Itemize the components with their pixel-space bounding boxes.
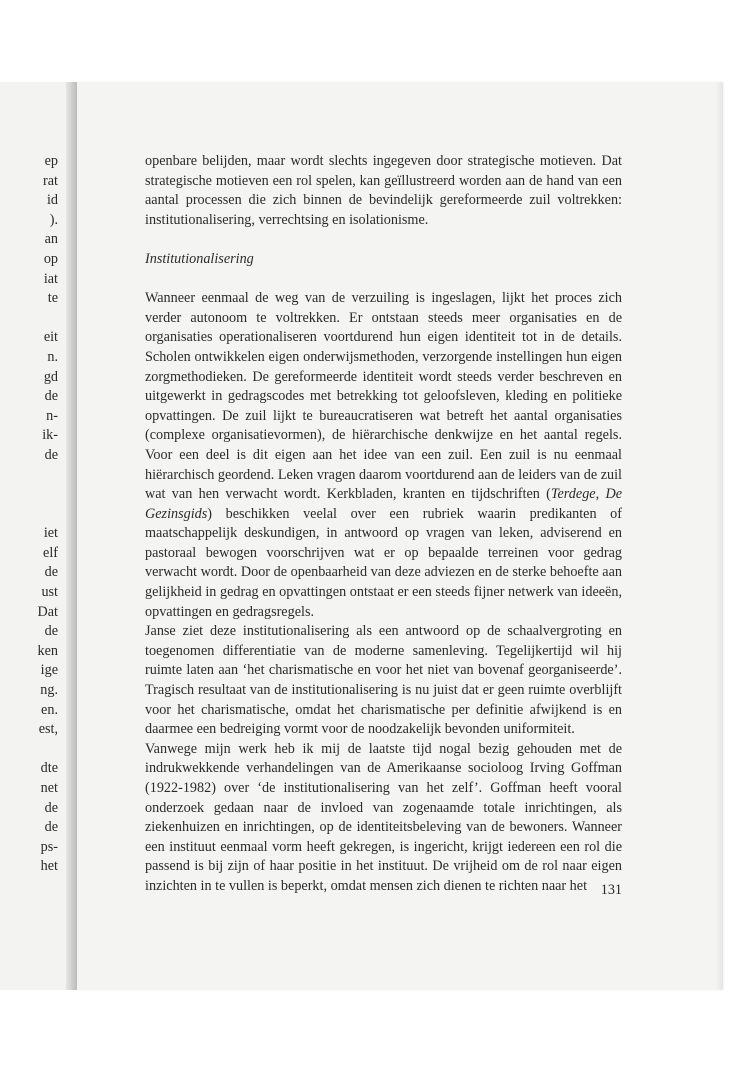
paragraph-institutionalisation [145,289,622,622]
previous-page-fragment: ken [37,642,58,659]
previous-page-fragment: ep [44,153,58,169]
previous-page-fragment: elf [43,544,58,561]
page-number: 131 [600,882,622,898]
previous-page-fragment: n. [47,348,58,365]
previous-page-fragment [0,309,58,329]
intro-paragraph: openbare belijden, maar wordt slechts ingegeven door strategische motieven. Dat strategische motieven een rol spelen, kan geïllustreerd worden aan de hand van een aantal processen die zich binnen de bevindelijk gereformeerde zuil voltrekken: institutionalisering, verrechtsing en isolationisme. [145,153,622,228]
paragraph-goffman: Vanwege mijn werk heb ik mij de laatste tijd nogal bezig gehouden met de indrukwekkende verhandelingen van de Amerikaanse socioloog Irving Goffman (1922-1982) over ‘de institutionalisering van het zelf’. Goffman heeft vooral onderzoek gedaan naar de invloed van zogenaamde totale inrichtingen, als ziekenhuizen en inrichtingen, op de identiteitsbeleving van de bewoners. Wanneer een instituut eenmaal vorm heeft gekregen, is ingericht, krijgt iedereen een rol die passend is bij zijn of haar positie in het instituut. De vrijheid om de rol naar eigen inzichten in te vullen is beperkt, omdat mensen zich dienen te richten naar het [145,740,622,894]
previous-page-fragment: eit [43,329,58,346]
paragraph-text: ) beschikken veelal over een rubriek waarin predikanten of maatschappelijk deskundigen, in antwoord op vragen van leken, adviserend en pastoraal bewogen voorschrijven wat er op bepaalde terreinen voor gedrag verwacht wordt. Door de openbaarheid van deze adviezen en de sterke behoefte aan gelijkheid in gedrag en opvattingen ontstaat er een steeds fijner netwerk van ideeën, opvattingen en gedragsregels. [145,505,622,620]
previous-page-fragment: ). [49,211,58,228]
previous-page-fragment: ps- [40,838,58,855]
previous-page-fragment: est, [38,721,58,738]
previous-page-fragment: gd [43,368,58,385]
previous-page-fragment [0,466,58,486]
page-edge [716,82,723,990]
previous-page-fragment: op [43,250,58,267]
previous-page-fragment: iat [43,270,58,287]
periodical-title: Terdege [550,486,596,503]
previous-page-fragment: net [40,780,58,796]
previous-page-fragment [0,505,58,525]
previous-page-fragment [0,740,58,760]
section-heading: Institutionalisering [145,250,254,267]
previous-page-fragment: Dat [37,603,58,620]
previous-page-text-fragments [0,152,58,877]
previous-page-fragment: de [44,388,58,405]
previous-page-fragment: iet [43,525,58,542]
previous-page-fragment: id [46,192,58,209]
previous-page-fragment: dte [40,760,58,777]
previous-page-fragment: de [44,623,58,640]
previous-page-fragment: het [40,858,58,875]
previous-page-fragment: en. [41,701,58,718]
previous-page-fragment: de [44,819,58,836]
previous-page-fragment: ik- [42,427,58,444]
previous-page-fragment: de [44,446,58,463]
previous-page-fragment: n- [46,407,58,424]
previous-page-fragment: te [47,290,58,307]
previous-page-fragment: rat [43,172,58,189]
paragraph-janse: Janse ziet deze institutionalisering als een antwoord op de schaalvergroting en toegenomen differentiatie van de moderne samenleving. Tegelijkertijd wil hij ruimte laten aan ‘het charismatische en voor het niet van bovenaf georganiseerde’. Tragisch resultaat van de institutionalisering is nu juist dat er geen ruimte overblijft voor het charismatische, omdat het charismatische per definitie afwijkend is en daarmee een bedreiging vormt voor de noodzakelijk bevonden uniformiteit. [145,623,622,738]
previous-page-fragment: ige [40,662,58,679]
previous-page-fragment: de [44,564,58,581]
previous-page-fragment: an [44,231,58,248]
periodical-title: De Gezinsgids [145,486,623,522]
previous-page-fragment: ng. [40,682,58,699]
paragraph-text: Wanneer eenmaal de weg van de verzuiling is ingeslagen, lijkt het proces zich verder autonoom te voltrekken. Er ontstaan steeds meer organisaties en de organisaties operationaliseren voortdurend hun eigen identiteit tot in de details. Scholen ontwikkelen eigen onderwijsmethoden, verzorgende instellingen hun eigen zorgmethodieken. De gereformeerde identiteit wordt steeds verder beschreven en uitgewerkt in gedragscodes met betrekking tot geloofsleven, kleding en politieke opvattingen. De zuil lijkt te bureaucratiseren wat betreft het aantal organisaties (complexe organisatievormen), de hiërarchische denkwijze en het aantal regels. Voor een deel is dit eigen aan het idee van een zuil. Een zuil is nu eenmaal hiërarchisch geordend. Leken vragen daarom voortdurend aan de leiders van de zuil wat van hen verwacht wordt. Kerkbladen, kranten en tijdschriften ( [145,290,622,503]
page-body [145,152,622,897]
separator: , [595,486,606,503]
book-gutter [66,82,77,990]
previous-page-fragment: ust [41,584,58,601]
previous-page-fragment: de [44,799,58,816]
previous-page-fragment [0,485,58,505]
